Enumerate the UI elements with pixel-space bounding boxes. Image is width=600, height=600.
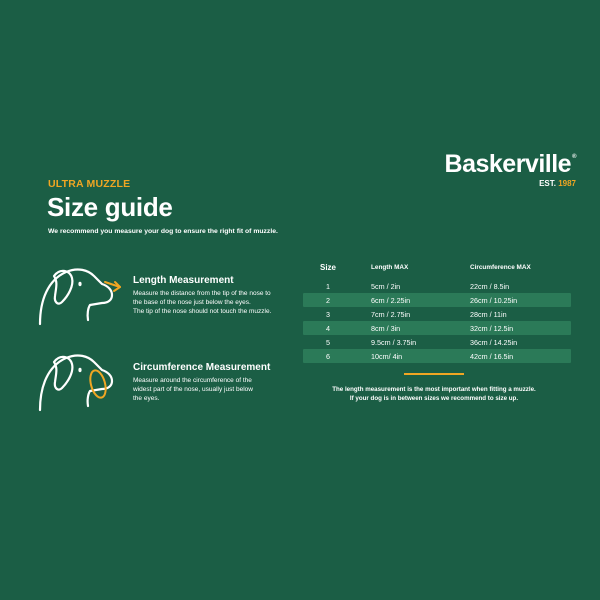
dog-head-length-icon: [36, 262, 122, 332]
product-name: ULTRA MUZZLE: [48, 178, 131, 190]
header-length: Length MAX: [371, 264, 409, 271]
cell-size: 2: [326, 296, 330, 305]
table-row: [303, 321, 571, 335]
cell-circumference: 28cm / 11in: [470, 310, 507, 319]
circumference-measurement-description: Measure around the circumference of the widest part of the nose, usually just below the eyes.: [133, 377, 253, 402]
est-label: EST.: [539, 179, 556, 188]
sizing-note-line-1: The length measurement is the most important when fitting a muzzle.: [332, 386, 536, 393]
cell-length: 7cm / 2.75in: [371, 310, 411, 319]
sizing-note: [304, 386, 564, 403]
dog-head-circumference-icon: [36, 348, 122, 418]
registered-mark: ®: [572, 154, 576, 160]
circumference-measurement-block: [133, 362, 293, 403]
length-measurement-description: Measure the distance from the tip of the nose to the base of the nose just below the eyes. The tip of the nose should not touch the muzzle.: [133, 290, 272, 315]
brand-logo: [445, 152, 576, 188]
cell-circumference: 36cm / 14.25in: [470, 338, 518, 347]
table-row: [303, 279, 571, 293]
header-circumference: Circumference MAX: [470, 264, 531, 271]
cell-circumference: 22cm / 8.5in: [470, 282, 510, 291]
length-measurement-icon-wrap: [36, 262, 122, 337]
header-size: Size: [319, 263, 336, 272]
table-header: [303, 262, 571, 276]
est-year: 1987: [558, 179, 576, 188]
page-title: Size guide: [47, 192, 173, 222]
circumference-measurement-icon-wrap: [36, 348, 122, 423]
cell-size: 4: [326, 324, 330, 333]
sizing-note-line-2: If your dog is in between sizes we recommend to size up.: [349, 394, 519, 402]
cell-length: 8cm / 3in: [371, 324, 401, 333]
cell-length: 9.5cm / 3.75in: [371, 338, 417, 347]
length-measurement-title: Length Measurement: [133, 275, 234, 286]
cell-circumference: 32cm / 12.5in: [470, 324, 514, 333]
cell-circumference: 42cm / 16.5in: [470, 352, 514, 361]
cell-size: 5: [326, 338, 330, 347]
cell-size: 6: [326, 352, 330, 361]
table-row: [303, 335, 571, 349]
cell-length: 10cm/ 4in: [371, 352, 403, 361]
circumference-measurement-title: Circumference Measurement: [133, 362, 271, 373]
brand-name: Baskerville: [444, 150, 572, 178]
cell-length: 6cm / 2.25in: [371, 296, 411, 305]
table-row: [303, 349, 571, 363]
intro-text: We recommend you measure your dog to ensure the right fit of muzzle.: [48, 228, 278, 235]
table-row: [303, 293, 571, 307]
table-row: [303, 307, 571, 321]
cell-length: 5cm / 2in: [371, 282, 401, 291]
length-measurement-block: [133, 275, 293, 316]
size-table: [303, 262, 571, 363]
accent-divider: [404, 373, 464, 375]
cell-size: 3: [326, 310, 330, 319]
cell-circumference: 26cm / 10.25in: [470, 296, 518, 305]
cell-size: 1: [326, 282, 330, 291]
